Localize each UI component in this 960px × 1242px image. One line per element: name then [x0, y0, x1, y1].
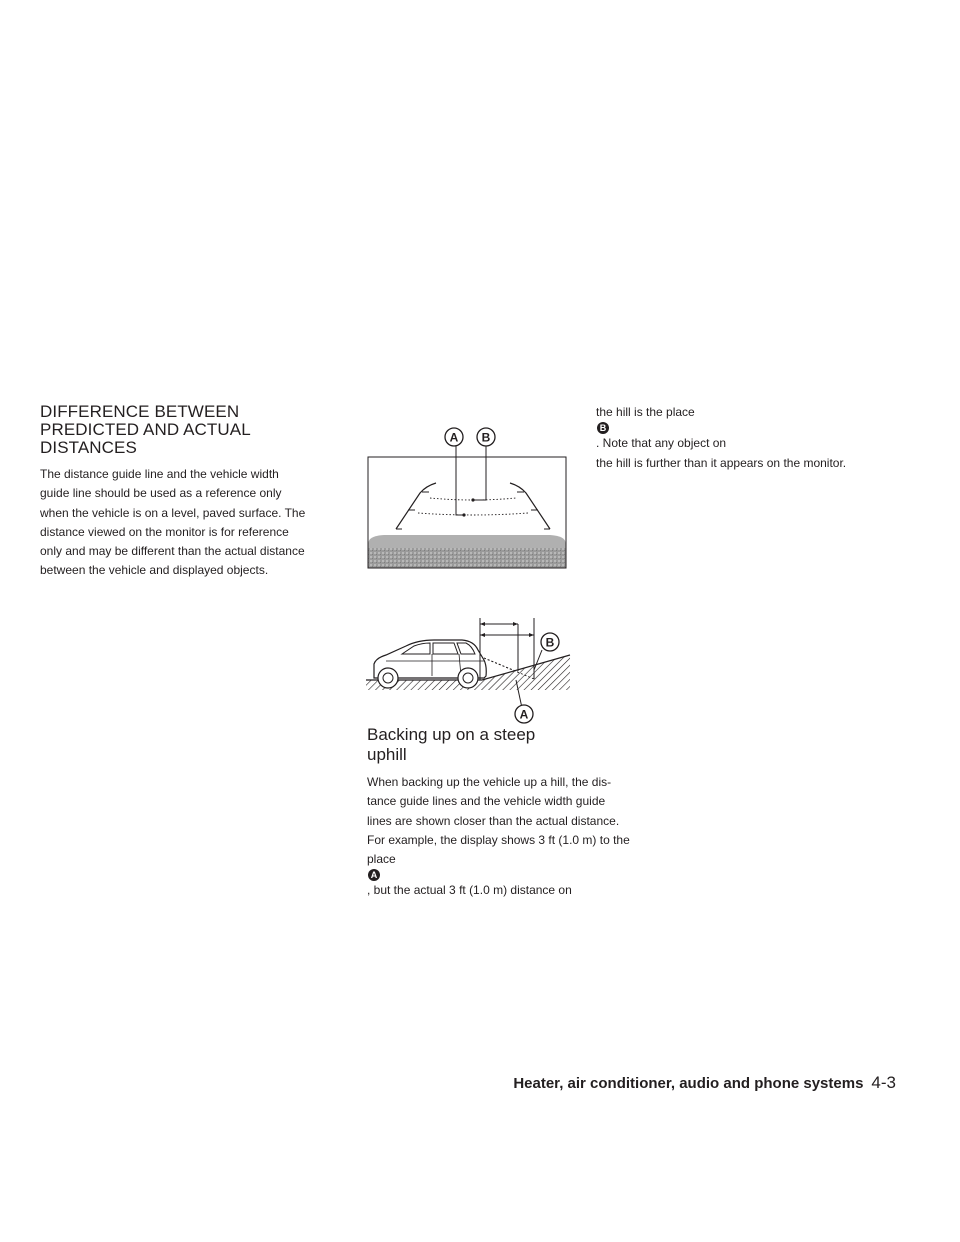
body-line: The distance guide line and the vehicle width	[40, 467, 279, 481]
heading-line: PREDICTED AND ACTUAL	[40, 420, 251, 439]
callout-a-text: A	[449, 430, 459, 445]
footer-section-title: Heater, air conditioner, audio and phone systems	[513, 1075, 864, 1092]
body-line: the hill is further than it appears on the monitor.	[596, 455, 847, 470]
marker-b-icon: B	[597, 422, 609, 434]
callout-b-text: B	[481, 430, 491, 445]
heading-line: DIFFERENCE BETWEEN	[40, 402, 240, 421]
subsection-uphill	[367, 725, 630, 901]
section-body	[40, 465, 330, 581]
continued-body	[596, 403, 920, 473]
body-line: distance viewed on the monitor is for reference	[40, 524, 289, 539]
body-line	[367, 850, 573, 901]
body-line: between the vehicle and displayed objects.	[40, 563, 269, 578]
body-text-fragment: . Note that any object on	[596, 436, 727, 451]
subsection-heading: Backing up on a steep uphill	[367, 725, 536, 764]
page-number: 4-3	[871, 1073, 896, 1092]
continued-text	[596, 403, 920, 473]
subsection-body	[367, 773, 630, 901]
page-footer	[513, 1073, 896, 1093]
body-line: lines are shown closer than the actual distance.	[367, 813, 620, 828]
heading-line: DISTANCES	[40, 438, 137, 457]
uphill-side-illustration	[366, 600, 572, 726]
body-text-fragment: , but the actual 3 ft (1.0 m) distance on	[367, 883, 572, 898]
body-line: only and may be different than the actual distance	[40, 544, 305, 559]
body-line: when the vehicle is on a level, paved surface. The	[40, 505, 306, 520]
section-heading	[40, 403, 330, 457]
body-line: guide line should be used as a reference only	[40, 486, 282, 501]
callout-a-text: A	[519, 707, 529, 722]
body-line: tance guide lines and the vehicle width guide	[367, 794, 606, 809]
body-line: For example, the display shows 3 ft (1.0 m) to the	[367, 832, 630, 847]
section-difference	[40, 403, 330, 581]
marker-a-icon: A	[368, 869, 380, 881]
body-line: When backing up the vehicle up a hill, the dis-	[367, 775, 612, 789]
body-text-fragment: place	[367, 852, 396, 867]
body-line	[596, 403, 920, 454]
monitor-illustration	[366, 424, 570, 572]
callout-b-text: B	[545, 635, 555, 650]
body-text-fragment: the hill is the place	[596, 405, 695, 419]
